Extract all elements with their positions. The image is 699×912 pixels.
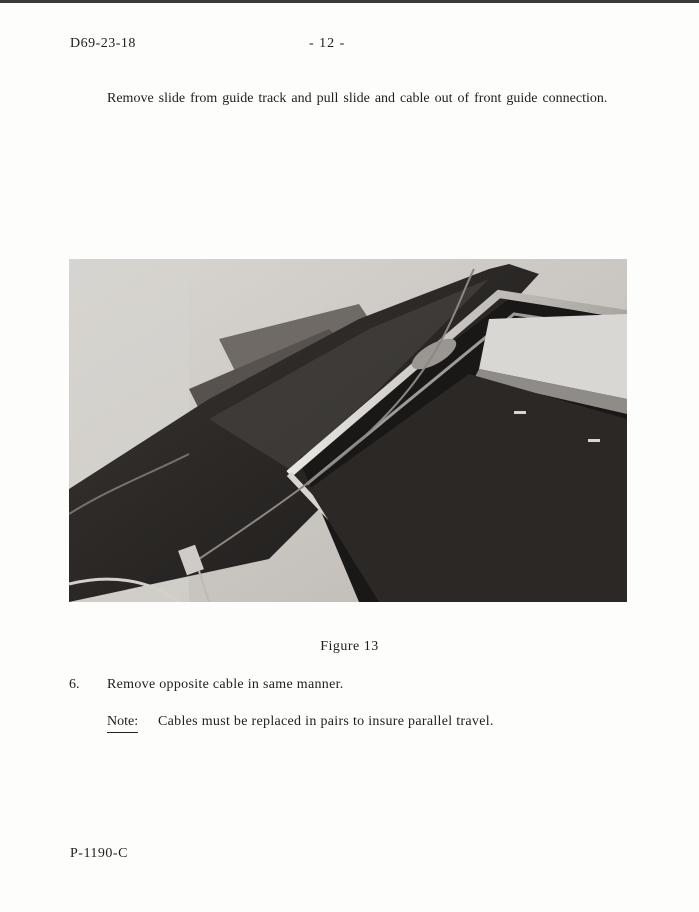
sunroof-cable-photo bbox=[69, 259, 627, 602]
page-top-edge bbox=[0, 0, 699, 3]
footer-document-id: P-1190-C bbox=[70, 846, 128, 861]
header-document-id: D69-23-18 bbox=[70, 36, 136, 51]
figure-13-photo bbox=[69, 259, 627, 602]
header-page-number: - 12 - bbox=[309, 36, 346, 51]
note-text: Cables must be replaced in pairs to insure parallel travel. bbox=[158, 714, 494, 729]
instruction-paragraph: Remove slide from guide track and pull slide and cable out of front guide connection. bbox=[107, 91, 608, 106]
step-number: 6. bbox=[69, 677, 80, 692]
note-label: Note: bbox=[107, 714, 138, 733]
step-text: Remove opposite cable in same manner. bbox=[107, 677, 344, 692]
figure-caption: Figure 13 bbox=[320, 639, 379, 654]
